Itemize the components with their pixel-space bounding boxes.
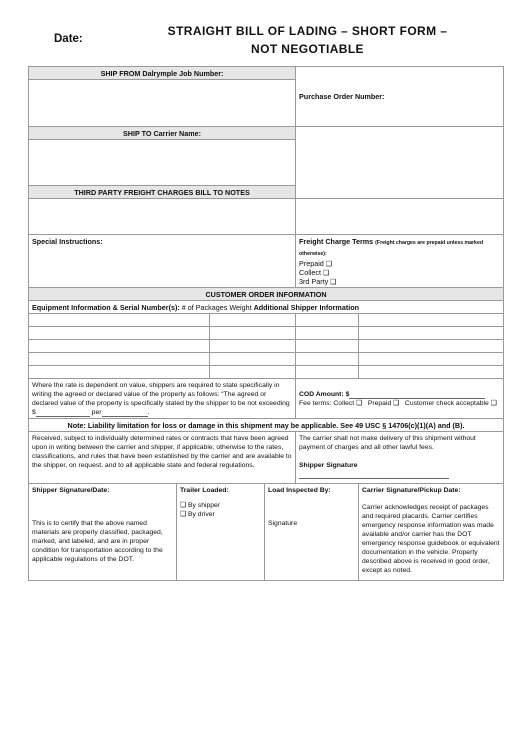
shipper-certification-text: This is to certify that the above named materials are properly classified, packaged, marked, and labeled, and are in proper condition for transportation according to the applicable regulations of the DOT. [32, 519, 163, 563]
declared-value-cell: Where the rate is dependent on value, shippers are required to state specifically in writing the agreed or declared value of the property as follows: “The agreed or declared value of the property is specifically stated by the shipper to be not exceeding $ per . [29, 379, 296, 419]
declared-value-text: Where the rate is dependent on value, shippers are required to state specifically in writing the agreed or declared value of the property as follows: “The agreed or declared value of the property is specifically stated by the shipper to be not exceeding [32, 381, 290, 407]
customer-order-columns [29, 301, 504, 314]
freight-terms-label: Freight Charge Terms [299, 236, 374, 246]
shipper-signature-date-label: Shipper Signature/Date: [32, 486, 110, 494]
inspector-signature-label: Signature [268, 519, 298, 527]
table-row[interactable] [29, 340, 504, 353]
table-row[interactable] [29, 327, 504, 340]
freight-terms-cell [296, 235, 504, 288]
trailer-loaded-cell [177, 484, 265, 581]
trailer-loaded-label: Trailer Loaded: [180, 486, 229, 494]
shipper-signature-cell[interactable] [29, 484, 177, 581]
ship-to-field[interactable] [29, 140, 296, 186]
bill-of-lading-form [28, 66, 504, 581]
carrier-delivery-text: The carrier shall not make delivery of this shipment without payment of charges and all other lawful fees. [299, 434, 476, 451]
table-row[interactable] [29, 353, 504, 366]
third-party-checkbox[interactable]: 3rd Party ❑ [299, 276, 337, 286]
per-label: per [91, 408, 102, 416]
by-shipper-checkbox[interactable]: ❑ By shipper [180, 501, 221, 509]
ship-from-label: SHIP FROM [100, 68, 141, 78]
fee-collect-checkbox[interactable]: Fee terms: Collect ❑ [299, 399, 363, 407]
fee-prepaid-checkbox[interactable]: Prepaid ❑ [367, 399, 400, 407]
cod-amount-field[interactable] [349, 398, 485, 399]
cod-cell [296, 379, 504, 419]
customer-check-checkbox[interactable]: Customer check acceptable ❑ [404, 399, 497, 407]
packages-column-label: # of Packages [181, 302, 228, 312]
ship-to-label: SHIP TO [122, 128, 152, 138]
document-title: STRAIGHT BILL OF LADING – SHORT FORM – [167, 24, 448, 38]
cod-amount-label: COD Amount: $ [299, 390, 350, 398]
per-field[interactable] [102, 416, 148, 417]
ship-from-header [29, 67, 296, 80]
collect-checkbox[interactable]: Collect ❑ [299, 267, 330, 277]
load-inspected-label: Load Inspected By: [268, 486, 331, 494]
ship-to-right-field[interactable] [296, 127, 504, 199]
purchase-order-cell[interactable] [296, 67, 504, 127]
special-instructions-cell[interactable] [29, 235, 296, 288]
weight-column-label: Weight [229, 302, 252, 312]
carrier-acknowledgement-text: Carrier acknowledges receipt of packages and required placards. Carrier certifies emergency response information was made available and/or carrier has the DOT emergency response guidebook or equivalent documentation in the vehicle. Property described above is received in good order, except as noted. [362, 503, 500, 574]
equipment-column-label: Equipment Information & Serial Number(s): [32, 302, 180, 312]
carrier-signature-label: Carrier Signature/Pickup Date: [362, 486, 461, 494]
ship-from-field[interactable] [29, 80, 296, 127]
by-driver-checkbox[interactable]: ❑ By driver [180, 510, 215, 518]
additional-info-column-label: Additional Shipper Information [253, 302, 359, 312]
load-inspected-cell[interactable] [265, 484, 359, 581]
ship-to-header [29, 127, 296, 140]
received-terms: Received, subject to individually determined rates or contracts that have been agreed upon in writing between the carrier and shipper, if applicable, otherwise to the rates, classifications, and rules that have been established by the carrier and are available to the shipper, on request, and to all applicable state and federal regulations. [29, 432, 296, 484]
job-number-label: Dalrymple Job Number: [142, 68, 224, 78]
date-label: Date: [54, 33, 83, 45]
carrier-name-label: Carrier Name: [153, 128, 202, 138]
special-instructions-label: Special Instructions: [32, 236, 103, 246]
third-party-field[interactable] [29, 199, 296, 235]
table-row[interactable] [29, 314, 504, 327]
purchase-order-label: Purchase Order Number: [299, 92, 385, 101]
document-title-line2: NOT NEGOTIABLE [251, 42, 364, 56]
liability-note: Note: Liability limitation for loss or damage in this shipment may be applicable. See 49 USC § 14706(c)(1)(A) and (B). [29, 419, 504, 432]
customer-order-header: CUSTOMER ORDER INFORMATION [29, 288, 504, 301]
table-row[interactable] [29, 366, 504, 379]
shipper-signature-label: Shipper Signature [299, 461, 358, 469]
third-party-right-field[interactable] [296, 199, 504, 235]
shipper-signature-field[interactable] [299, 478, 449, 479]
carrier-delivery-cell [296, 432, 504, 484]
prepaid-checkbox[interactable]: Prepaid ❑ [299, 258, 333, 268]
third-party-header: THIRD PARTY FREIGHT CHARGES BILL TO NOTES [29, 186, 296, 199]
currency-symbol: $ [32, 408, 36, 416]
declared-value-field[interactable] [36, 416, 90, 417]
carrier-signature-cell[interactable] [359, 484, 504, 581]
freight-terms-note: (Freight charges are prepaid unless marked otherwise): [299, 239, 483, 257]
